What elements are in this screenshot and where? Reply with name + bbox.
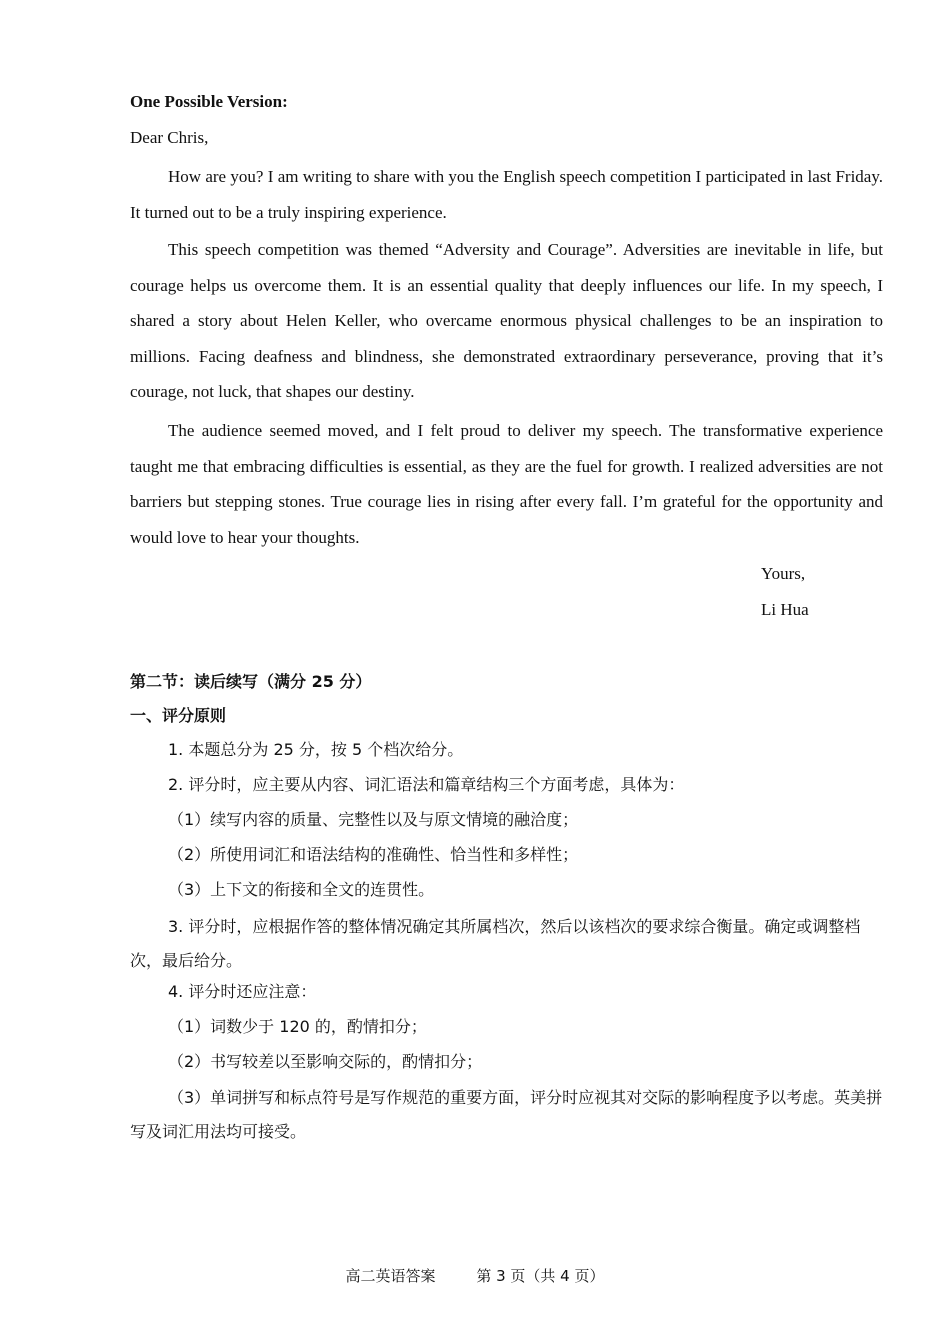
rule-2-item-2: （2）所使用词汇和语法结构的准确性、恰当性和多样性； [168,845,579,864]
rule-3: 3. 评分时，应根据作答的整体情况确定其所属档次，然后以该档次的要求综合衡量。确定或调整档次，最后给分。 [130,917,861,970]
page-footer [0,1265,950,1286]
rule-2-item-3: （3）上下文的衔接和全文的连贯性。 [168,880,435,899]
footer-page-number: 第 3 页（共 4 页） [476,1267,605,1285]
letter-paragraph-3: The audience seemed moved, and I felt proud to deliver my speech. The transformative experience taught me that embracing difficulties is essential, as they are the fuel for growth. I realized adversities are not barriers but stepping stones. True courage lies in rising after every fall. I’m grateful for the opportunity and would love to hear your thoughts. [130,421,883,547]
rule-4-item-3: （3）单词拼写和标点符号是写作规范的重要方面，评分时应视其对交际的影响程度予以考虑。英美拼写及词汇用法均可接受。 [130,1088,883,1141]
rule-4-item-2: （2）书写较差以至影响交际的，酌情扣分； [168,1052,483,1071]
rule-2-item-1: （1）续写内容的质量、完整性以及与原文情境的融洽度； [168,810,579,829]
rule-4-item-1: （1）词数少于 120 的，酌情扣分； [168,1017,427,1036]
sample-title: One Possible Version: [130,92,288,111]
scoring-principles-heading: 一、评分原则 [130,706,227,725]
rule-1: 1. 本题总分为 25 分，按 5 个档次给分。 [168,740,464,759]
letter-signature: Li Hua [761,600,809,619]
rule-4: 4. 评分时还应注意： [168,982,317,1001]
section-heading: 第二节：读后续写（满分 25 分） [130,672,372,691]
letter-paragraph-2: This speech competition was themed “Adversity and Courage”. Adversities are inevitable in life, but courage helps us overcome them. It is an essential quality that deeply influences our life. In my speech, I shared a story about Helen Keller, who overcame enormous physical challenges to be an inspiration to millions. Facing deafness and blindness, she demonstrated extraordinary perseverance, proving that it’s courage, not luck, that shapes our destiny. [130,240,883,402]
letter-closing: Yours, [761,564,806,583]
rule-2: 2. 评分时，应主要从内容、词汇语法和篇章结构三个方面考虑，具体为： [168,775,685,794]
footer-doc-name: 高二英语答案 [345,1267,436,1285]
letter-salutation: Dear Chris, [130,128,209,147]
letter-paragraph-1: How are you? I am writing to share with you the English speech competition I participated in last Friday. It turned out to be a truly inspiring experience. [130,167,883,222]
